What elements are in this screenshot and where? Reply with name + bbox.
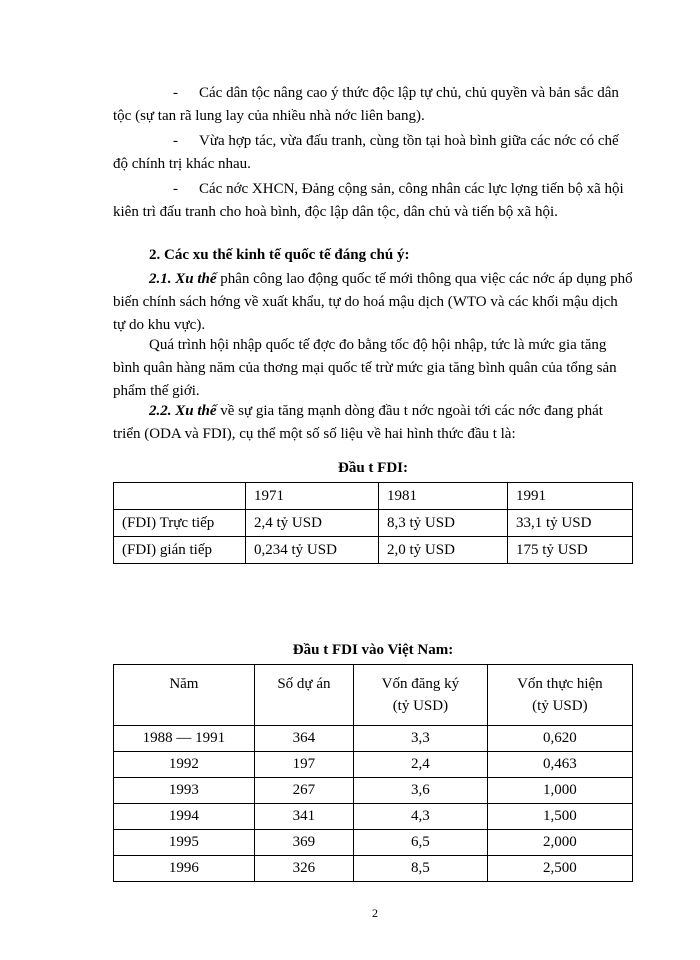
header-line: Vốn đăng ký — [381, 676, 460, 692]
paragraph-2-2-lead: 2.2. Xu thế — [149, 403, 217, 419]
table-header-row — [114, 483, 633, 510]
header-unit: (tỷ USD) — [392, 698, 449, 714]
bullet-dash: - — [173, 85, 178, 101]
table-cell: 1981 — [379, 483, 508, 510]
table-cell: 2,4 — [354, 752, 488, 778]
table-row — [114, 830, 633, 856]
table-cell: 197 — [254, 752, 353, 778]
table-row — [114, 752, 633, 778]
table-row — [114, 537, 633, 564]
bullet-paragraph — [113, 82, 633, 128]
table-header-cell — [487, 665, 632, 726]
table-cell: 1993 — [114, 778, 255, 804]
table-cell: 6,5 — [354, 830, 488, 856]
table-cell: 175 tỷ USD — [508, 537, 633, 564]
paragraph-2-1-text: phân công lao động quốc tế mới thông qua việc các nớc áp dụng phổ biến chính sách hớng về xuất khẩu, tự do hoá mậu dịch (WTO và các khối mậu dịch tự do khu vực). — [113, 271, 633, 333]
table-cell: 326 — [254, 856, 353, 882]
table-cell: 0,620 — [487, 726, 632, 752]
header-line: Số dự án — [277, 676, 331, 692]
bullet-paragraph — [113, 130, 633, 176]
table-row — [114, 510, 633, 537]
table-cell: 2,500 — [487, 856, 632, 882]
table-cell: 341 — [254, 804, 353, 830]
table-cell: 0,234 tỷ USD — [246, 537, 379, 564]
table-cell: 1971 — [246, 483, 379, 510]
table-cell — [114, 483, 246, 510]
bullet-text: Vừa hợp tác, vừa đấu tranh, cùng tồn tại hoà bình giữa các nớc có chế độ chính trị khác nhau. — [113, 133, 619, 172]
table-cell: 33,1 tỷ USD — [508, 510, 633, 537]
table-cell: 267 — [254, 778, 353, 804]
table-cell: 2,0 tỷ USD — [379, 537, 508, 564]
table-cell: 1991 — [508, 483, 633, 510]
table-cell: (FDI) Trực tiếp — [114, 510, 246, 537]
table-header-row — [114, 665, 633, 726]
paragraph-2-1-lead: 2.1. Xu thế — [149, 271, 217, 287]
table-cell: 1,000 — [487, 778, 632, 804]
table-header-cell — [114, 665, 255, 726]
fdi-vietnam-table — [113, 664, 633, 882]
table-cell: 364 — [254, 726, 353, 752]
table-cell: 0,463 — [487, 752, 632, 778]
table-cell: 1995 — [114, 830, 255, 856]
table-cell: 2,000 — [487, 830, 632, 856]
paragraph-2-2 — [113, 400, 633, 446]
table-header-cell — [354, 665, 488, 726]
header-line: Năm — [169, 676, 199, 692]
table-cell: 4,3 — [354, 804, 488, 830]
table1-caption: Đầu t FDI: — [338, 460, 408, 476]
table-cell: 3,3 — [354, 726, 488, 752]
table-row — [114, 856, 633, 882]
table-cell: 369 — [254, 830, 353, 856]
paragraph-2-1 — [113, 268, 633, 337]
bullet-text: Các dân tộc nâng cao ý thức độc lập tự chủ, chủ quyền và bản sắc dân tộc (sự tan rã lung lay của nhiều nhà nớc liên bang). — [113, 85, 619, 124]
table-row — [114, 804, 633, 830]
table-cell: 1994 — [114, 804, 255, 830]
table2-caption: Đầu t FDI vào Việt Nam: — [292, 642, 454, 658]
table-cell: 1988 — 1991 — [114, 726, 255, 752]
table-cell: 1996 — [114, 856, 255, 882]
table-cell: 3,6 — [354, 778, 488, 804]
bullet-dash: - — [173, 181, 178, 197]
table-cell: 8,5 — [354, 856, 488, 882]
bullet-text: Các nớc XHCN, Đảng cộng sản, công nhân các lực lợng tiến bộ xã hội kiên trì đấu tranh cho hoà bình, độc lập dân tộc, dân chủ và tiến bộ xã hội. — [113, 181, 624, 220]
header-unit: (tỷ USD) — [532, 698, 588, 714]
bullet-dash: - — [173, 133, 178, 149]
table-row — [114, 726, 633, 752]
table-cell: (FDI) gián tiếp — [114, 537, 246, 564]
page-number: 2 — [372, 906, 378, 920]
bullet-paragraph — [113, 178, 633, 224]
section-heading: 2. Các xu thế kinh tế quốc tế đáng chú ý: — [149, 247, 410, 263]
table-row — [114, 778, 633, 804]
table-cell: 1992 — [114, 752, 255, 778]
table-cell: 8,3 tỷ USD — [379, 510, 508, 537]
table-cell: 1,500 — [487, 804, 632, 830]
table-cell: 2,4 tỷ USD — [246, 510, 379, 537]
paragraph-integration: Quá trình hội nhập quốc tế đợc đo bằng tốc độ hội nhập, tức là mức gia tăng bình quân hàng năm của thơng mại quốc tế trừ mức gia tăng bình quân của tổng sản phẩm thế giới. — [113, 337, 617, 399]
table-header-cell — [254, 665, 353, 726]
fdi-table — [113, 482, 633, 564]
header-line: Vốn thực hiện — [517, 676, 603, 692]
paragraph-2-2-text: về sự gia tăng mạnh dòng đầu t nớc ngoài tới các nớc đang phát triển (ODA và FDI), cụ thể một số số liệu về hai hình thức đầu t là: — [113, 403, 603, 442]
